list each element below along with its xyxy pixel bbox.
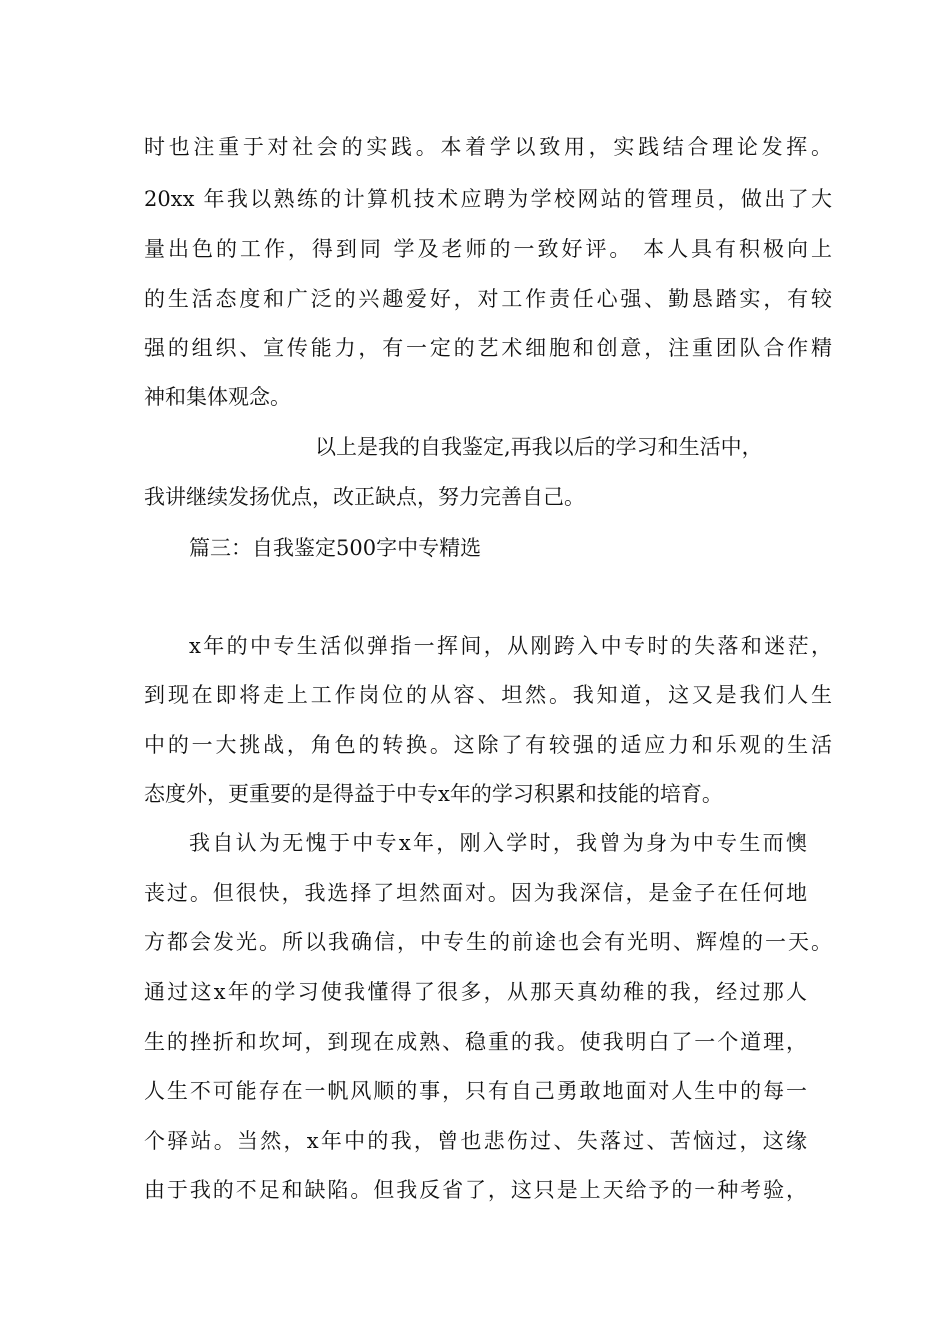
- text-line: 人生不可能存在一帆风顺的事，只有自己勇敢地面对人生中的每一: [144, 1079, 807, 1103]
- text-line: 通过这x年的学习使我懂得了很多，从那天真幼稚的我，经过那人: [144, 980, 807, 1004]
- text-line: 我自认为无愧于中专x年，刚入学时，我曾为身为中专生而懊: [189, 831, 807, 855]
- text-line: 中的一大挑战，角色的转换。这除了有较强的适应力和乐观的生活: [144, 733, 832, 757]
- text-line: 的生活态度和广泛的兴趣爱好，对工作责任心强、勤恳踏实，有较: [144, 287, 832, 311]
- text-line: 时也注重于对社会的实践。本着学以致用，实践结合理论发挥。: [144, 135, 832, 159]
- text-line: 量出色的工作，得到同 学及老师的一致好评。 本人具有积极向上: [144, 237, 832, 261]
- section-heading: 篇三：自我鉴定500字中专精选: [189, 536, 482, 560]
- text-line: 个驿站。当然，x年中的我，曾也悲伤过、失落过、苦恼过，这缘: [144, 1129, 807, 1153]
- text-line: 生的挫折和坎坷，到现在成熟、稳重的我。使我明白了一个道理，: [144, 1030, 807, 1054]
- text-line: 由于我的不足和缺陷。但我反省了，这只是上天给予的一种考验，: [144, 1178, 807, 1202]
- text-line: x年的中专生活似弹指一挥间，从刚跨入中专时的失落和迷茫，: [189, 634, 832, 658]
- text-line: 丧过。但很快，我选择了坦然面对。因为我深信，是金子在任何地: [144, 881, 807, 905]
- text-line: 我讲继续发扬优点，改正缺点，努力完善自己。: [144, 485, 585, 509]
- text-line: 到现在即将走上工作岗位的从容、坦然。我知道，这又是我们人生: [144, 683, 832, 707]
- text-line: 20xx 年我以熟练的计算机技术应聘为学校网站的管理员，做出了大: [144, 187, 832, 211]
- text-line: 以上是我的自我鉴定,再我以后的学习和生活中，: [315, 435, 763, 459]
- text-line: 态度外，更重要的是得益于中专x年的学习积累和技能的培育。: [144, 782, 723, 806]
- text-line: 神和集体观念。: [144, 385, 291, 409]
- text-line: 方都会发光。所以我确信，中专生的前途也会有光明、辉煌的一天。: [144, 930, 832, 954]
- text-line: 强的组织、宣传能力，有一定的艺术细胞和创意，注重团队合作精: [144, 336, 832, 360]
